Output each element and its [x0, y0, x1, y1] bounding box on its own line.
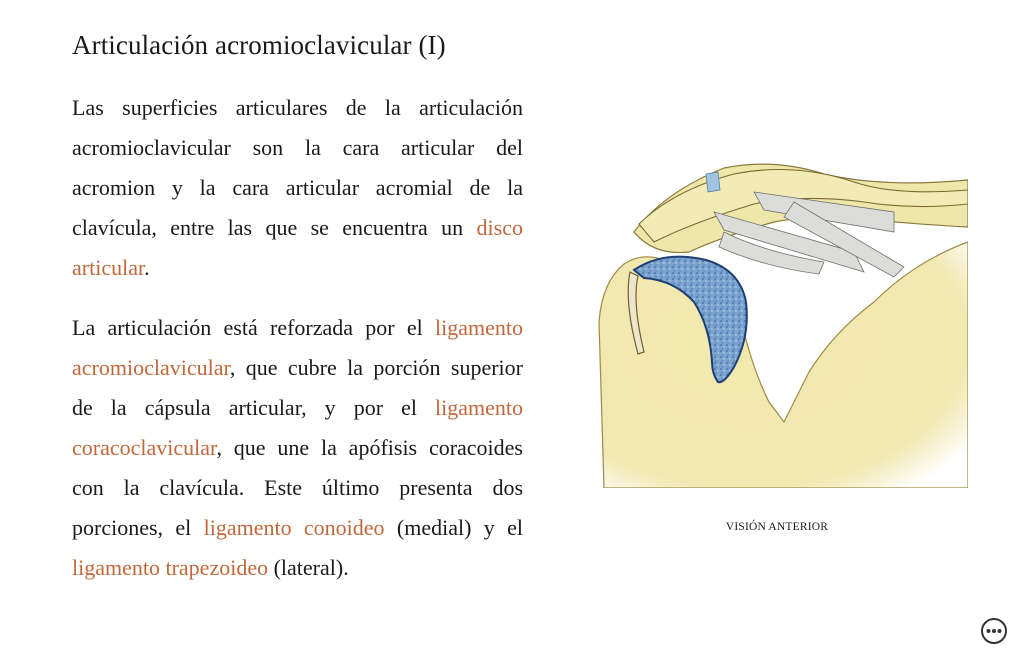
paragraph-ligaments: [72, 308, 523, 588]
link-disco-articular[interactable]: disco articular: [72, 215, 523, 280]
page-title: Articulación acromioclavicular (I): [72, 30, 446, 60]
link-ligamento-coracoclavicular[interactable]: ligamento coracoclavicular: [72, 395, 523, 460]
paragraph-articular-surfaces: [72, 88, 523, 288]
paragraph-text: (lateral).: [268, 555, 349, 580]
articular-disc-shape: [706, 172, 720, 192]
paragraph-text: , que une la apófisis coracoides con la clavícula. Este último presenta dos porciones, el: [72, 435, 523, 540]
paragraph-text: Las superficies articulares de la articulación acromioclavicular son la cara articular del acromion y la cara articular acromial de la clavícula, entre las que se encuentra un: [72, 95, 523, 240]
paragraph-text: .: [144, 255, 150, 280]
body-text: [72, 88, 523, 608]
paragraph-text: , que cubre la porción superior de la cápsula articular, y por el: [72, 355, 523, 420]
link-ligamento-trapezoideo[interactable]: ligamento trapezoideo: [72, 555, 269, 580]
link-ligamento-acromioclavicular[interactable]: ligamento acromioclavicular: [72, 315, 523, 380]
paragraph-text: La articulación está reforzada por el: [72, 315, 436, 340]
link-ligamento-conoideo[interactable]: ligamento conoideo: [203, 515, 385, 540]
shoulder-anatomy-illustration: [594, 152, 968, 488]
figure-caption: VISIÓN ANTERIOR: [725, 521, 829, 533]
paragraph-text: (medial) y el: [384, 515, 523, 540]
more-options-icon[interactable]: [980, 617, 1008, 645]
